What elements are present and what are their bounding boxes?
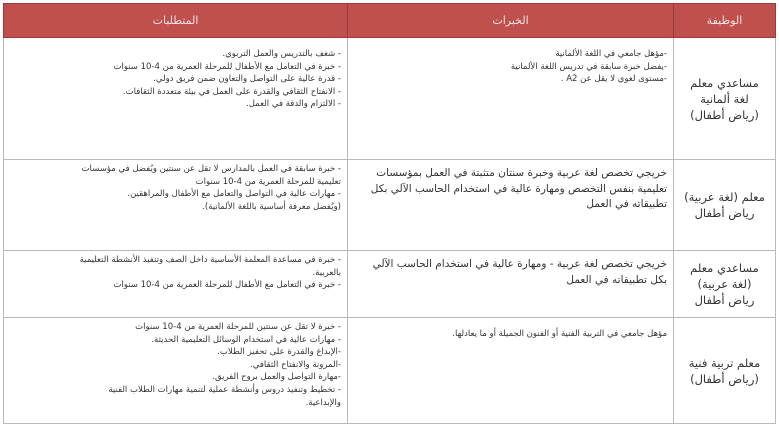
job-title-line: (رياض أطفال) bbox=[690, 107, 759, 122]
experience-text: خريجي تخصص لغة عربية - ومهارة عالية في استخدام الحاسب الآلي بكل تطبيقاته في العمل bbox=[372, 258, 667, 286]
job-title-cell bbox=[674, 38, 776, 160]
header-experience: الخبرات bbox=[348, 4, 674, 38]
requirement-line: - الانفتاح الثقافي والقدرة على العمل في بيئة متعددة الثقافات. bbox=[122, 86, 341, 97]
table-row bbox=[4, 38, 776, 160]
requirement-line: والإبداعية. bbox=[305, 397, 341, 408]
requirement-line: - خبرة في التعامل مع الأطفال للمرحلة العمرية من 4-10 سنوات bbox=[113, 61, 341, 72]
experience-line: -مؤهل جامعي في اللغة الألمانية bbox=[555, 49, 667, 59]
job-title-line: (رياض أطفال) bbox=[690, 371, 759, 386]
requirement-line: - قدرة عالية على التواصل والتعاون ضمن فريق دولي. bbox=[153, 74, 341, 85]
job-title-line: معلم (لغة عربية) bbox=[684, 190, 765, 204]
jobs-table bbox=[3, 3, 776, 424]
requirement-line: -مهارة التواصل والعمل بروح الفريق. bbox=[212, 372, 341, 383]
job-title-cell bbox=[674, 251, 776, 318]
experience-line: -مستوى لغوي لا يقل عن A2 . bbox=[560, 74, 667, 85]
table-row bbox=[4, 160, 776, 251]
requirement-line: بالعربية. bbox=[312, 267, 341, 278]
requirement-line: - مهارات عالية في التواصل والتعامل مع الأطفال والمراهقين. bbox=[127, 189, 341, 200]
job-title-line: لغة ألمانية bbox=[700, 91, 749, 106]
requirement-line: - تخطيط وتنفيذ دروس وأنشطة عملية لتنمية مهارات الطلاب الفنية bbox=[108, 384, 341, 395]
header-requirements: المتطلبات bbox=[4, 4, 348, 38]
job-title-line: رياض أطفال bbox=[694, 206, 755, 220]
requirement-line: -الإبداع والقدرة على تحفيز الطلاب. bbox=[217, 347, 341, 358]
experience-cell bbox=[348, 160, 674, 251]
requirement-line: تعليمية للمرحلة العمرية من 4-10 سنوات bbox=[195, 176, 341, 187]
job-title-cell bbox=[674, 318, 776, 424]
requirement-line: - شغف بالتدريس والعمل التربوي. bbox=[222, 49, 341, 59]
requirement-line: - خبرة في مساعدة المعلمة الأساسية داخل الصف وتنفيذ الأنشطة التعليمية bbox=[79, 255, 341, 265]
header-job: الوظيفة bbox=[674, 4, 776, 38]
table-row bbox=[4, 251, 776, 318]
experience-line: مؤهل جامعي في التربية الفنية أو الفنون الجميلة أو ما يعادلها. bbox=[452, 329, 667, 339]
requirement-line: - خبرة في التعامل مع الأطفال للمرحلة العمرية من 4-10 سنوات bbox=[113, 280, 341, 291]
experience-text: خريجي تخصص لغة عربية وخبرة سنتان متثبتة في العمل بمؤسسات تعليمية بنفس التخصص ومهارة عالية في استخدام الحاسب الآلي بكل تطبيقاته في العمل bbox=[370, 167, 667, 210]
job-title-line: مساعدي معلم bbox=[690, 261, 759, 275]
requirements-cell bbox=[4, 38, 348, 160]
header-row bbox=[4, 4, 776, 38]
job-title-line: رياض أطفال bbox=[694, 293, 755, 307]
requirements-cell bbox=[4, 160, 348, 251]
jobs-table-container bbox=[3, 3, 775, 424]
requirements-cell bbox=[4, 251, 348, 318]
requirement-line: - خبرة لا تقل عن سنتين للمرحلة العمرية من 4-10 سنوات bbox=[135, 322, 341, 332]
requirement-line: - خبرة سابقة في العمل بالمدارس لا تقل عن سنتين ويُفضل في مؤسسات bbox=[81, 164, 341, 174]
job-title-line: معلم تربية فنية bbox=[688, 355, 761, 370]
requirement-line: -المرونة والانفتاح الثقافي. bbox=[250, 359, 341, 370]
table-row bbox=[4, 318, 776, 424]
job-title-cell bbox=[674, 160, 776, 251]
requirements-cell bbox=[4, 318, 348, 424]
requirement-line: - مهارات عالية في استخدام الوسائل التعليمية الحديثة. bbox=[151, 334, 341, 345]
experience-cell bbox=[348, 38, 674, 160]
experience-line: -يفضل خبرة سابقة في تدريس اللغة الألمانية bbox=[510, 61, 667, 72]
requirement-line: - الالتزام والدقة في العمل. bbox=[246, 99, 341, 110]
requirement-line: (ويُفضل معرفة أساسية باللغة الألمانية). bbox=[202, 201, 341, 212]
experience-cell bbox=[348, 318, 674, 424]
experience-cell bbox=[348, 251, 674, 318]
job-title-line: (لغة عربية) bbox=[697, 277, 752, 291]
job-title-line: مساعدي معلم bbox=[690, 75, 759, 90]
